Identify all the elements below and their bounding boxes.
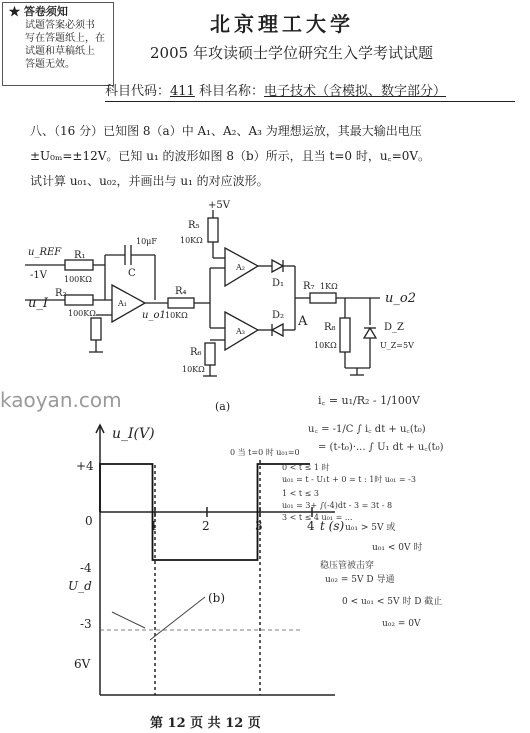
opamp-a1	[112, 285, 145, 322]
label-r8: R₈	[324, 322, 336, 333]
note-line: 稳压管被击穿	[320, 561, 375, 571]
label-node-a: A	[298, 314, 308, 329]
question-line-1: 八、（16 分）已知图 8（a）中 A₁、A₂、A₃ 为理想运放，其最大输出电压	[30, 124, 422, 138]
ytick-0: 0	[85, 514, 93, 528]
caption-a: (a)	[215, 400, 231, 413]
label-r7-value: 1KΩ	[320, 282, 338, 291]
resistor-r7	[310, 293, 336, 303]
xtick-1: 1	[150, 519, 158, 533]
notice-line: 答题无效。	[25, 59, 75, 70]
label-dz-value: U_Z=5V	[380, 341, 414, 350]
question-line-2: ±U₀ₘ=±12V。已知 u₁ 的波形如图 8（b）所示，且当 t=0 时，u꜀=0V。	[30, 149, 431, 163]
code-label: 科目代码：	[105, 84, 171, 99]
label-a2: A₂	[236, 263, 245, 272]
xtick-3: 3	[255, 519, 263, 533]
note-line: u₀₁ = t - U₁t + 0 = t : 1时 u₀₁ = -3	[282, 475, 416, 484]
note-line: = (t-t₀)·... ∫ U₁ dt + u꜀(t₀)	[318, 442, 444, 453]
waveform-ylabel: u_I(V)	[112, 426, 155, 442]
note-line: i꜀ = u₁/R₂ - 1/100V	[318, 394, 420, 407]
label-r8-value: 10KΩ	[314, 341, 337, 350]
label-r2: R₂	[55, 288, 67, 299]
notice-line: 写在答题纸上，在	[25, 33, 105, 44]
lower-label-minus3: -3	[80, 617, 92, 631]
resistor-r2	[65, 295, 93, 305]
sketch-output-curve	[112, 597, 205, 640]
note-line: u₀₁ = 3+ ∫(-4)dt - 3 = 3t - 8	[282, 501, 393, 510]
label-a3: A₃	[236, 327, 245, 336]
notice-title: ★ 答卷须知	[9, 5, 68, 18]
label-r4: R₄	[175, 286, 187, 297]
resistor-r8	[340, 318, 350, 352]
label-r1: R₁	[74, 250, 86, 261]
x-unit: t (s)	[320, 519, 345, 533]
label-uo2: u_o2	[385, 291, 416, 306]
subject-label: 科目名称：	[194, 84, 264, 99]
ytick-minus4: -4	[80, 561, 92, 575]
resistor-r1	[65, 260, 93, 270]
label-r6-value: 10KΩ	[182, 365, 205, 374]
label-c: C	[128, 268, 136, 279]
note-line: 0 < t ≤ 1 时	[282, 463, 330, 472]
label-d2: D₂	[272, 310, 285, 321]
zener-diode	[364, 328, 376, 338]
circuit-labels	[28, 200, 416, 413]
university-name: 北京理工大学	[210, 12, 354, 36]
xtick-4: 4	[307, 519, 315, 533]
note-line: 3 < t ≤ 4 u₀₁ = ...	[282, 513, 353, 522]
note-line: 1 < t ≤ 3	[282, 489, 319, 498]
note-line: 0 当 t=0 时 u₀₁=0	[230, 448, 300, 457]
label-u1: u_I	[28, 296, 49, 311]
note-line: 0 < u₀₁ < 5V 时 D 截止	[342, 597, 443, 607]
label-r7: R₇	[303, 281, 315, 292]
exam-title: 2005 年攻读硕士学位研究生入学考试试题	[150, 44, 433, 62]
diode-d2	[272, 324, 283, 336]
caption-b: (b)	[208, 591, 226, 605]
note-line: u₀₂ = 5V D 导通	[325, 575, 395, 585]
watermark: kaoyan.com	[0, 388, 122, 412]
note-line: u꜀ = -1/C ∫ i꜀ dt + u꜀(t₀)	[308, 424, 426, 435]
resistor-r5	[208, 218, 218, 242]
lower-label-ud: U_d	[68, 579, 92, 593]
xtick-2: 2	[202, 519, 210, 533]
circuit-diagram	[25, 210, 380, 376]
lower-label-6v: 6V	[74, 657, 91, 671]
label-uref: u_REF	[28, 247, 62, 258]
code-value: 411	[170, 84, 195, 99]
question-line-3: 试计算 u₀₁、u₀₂，并画出与 u₁ 的对应波形。	[30, 174, 269, 188]
diode-d1	[272, 260, 283, 272]
page-footer: 第 12 页 共 12 页	[150, 716, 261, 731]
label-d1: D₁	[272, 278, 285, 289]
note-line: u₀₂ = 0V	[382, 619, 421, 629]
label-a1: A₁	[118, 299, 127, 308]
resistor-r4	[168, 298, 194, 308]
subject-value: 电子技术（含模拟、数字部分）	[263, 84, 446, 99]
label-r5-value: 10KΩ	[180, 236, 203, 245]
notice-line: 试题和草稿纸上	[25, 46, 95, 57]
notice-line: 试题答案必须书	[25, 20, 95, 31]
label-c-value: 10μF	[136, 237, 157, 246]
label-r1-value: 100KΩ	[64, 275, 92, 284]
label-uo1: u_o1	[142, 310, 166, 321]
note-line: u₀₁ < 0V 时	[372, 543, 423, 553]
label-minus1v: -1V	[30, 270, 47, 281]
label-r5: R₅	[188, 220, 200, 231]
label-dz: D_Z	[384, 322, 404, 333]
label-plus5v: +5V	[208, 200, 230, 211]
resistor-r6	[205, 343, 215, 365]
note-line: u₀₁ > 5V 或	[345, 523, 396, 533]
label-r4-value: 10KΩ	[165, 311, 188, 320]
ytick-plus4: +4	[76, 459, 94, 473]
label-r2-value: 100KΩ	[68, 309, 96, 318]
resistor-r3	[91, 318, 101, 340]
label-r6: R₆	[190, 347, 202, 358]
